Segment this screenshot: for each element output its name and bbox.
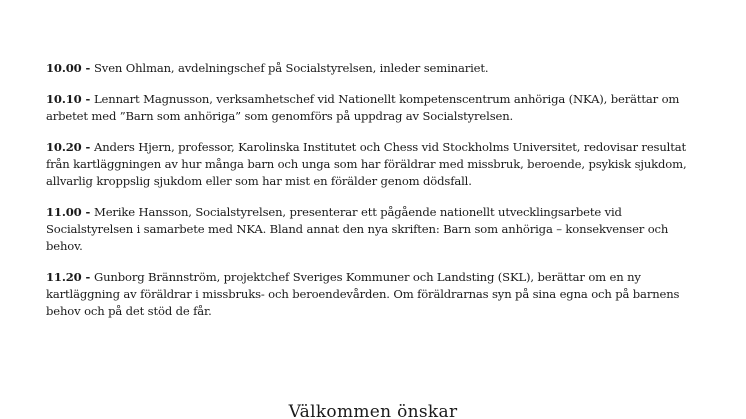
agenda-text: Lennart Magnusson, verksamhetschef vid Nationellt kompetenscentrum anhöriga (NKA), berättar om arbetet med ”Barn som anhöriga” som genomförs på uppdrag av Socialstyrelsen. xyxy=(46,92,680,123)
agenda-time: 10.10 xyxy=(46,92,82,106)
agenda-separator: - xyxy=(81,61,94,75)
agenda-item xyxy=(46,139,706,190)
agenda-separator: - xyxy=(81,205,94,219)
agenda-separator: - xyxy=(81,270,94,284)
agenda-text: Merike Hansson, Socialstyrelsen, presenterar ett pågående nationellt utvecklingsarbete vid Socialstyrelsen i samarbete med NKA. Bland annat den nya skriften: Barn som anhöriga – konsekvenser och behov. xyxy=(46,205,669,253)
agenda-time: 10.00 xyxy=(46,61,82,75)
agenda-separator: - xyxy=(81,92,94,106)
agenda-separator: - xyxy=(81,140,94,154)
agenda-item xyxy=(46,60,706,77)
agenda-time: 11.00 xyxy=(46,205,82,219)
agenda-item xyxy=(46,91,706,125)
seminar-agenda xyxy=(46,60,706,334)
agenda-item xyxy=(46,204,706,255)
agenda-time: 11.20 xyxy=(46,270,82,284)
agenda-text: Anders Hjern, professor, Karolinska Institutet och Chess vid Stockholms Universitet, redovisar resultat från kartläggningen av hur många barn och unga som har föräldrar med missbruk, beroende, psykisk sjukdom, allvarlig kroppslig sjukdom eller som har mist en förälder genom dödsfall. xyxy=(46,140,687,188)
agenda-time: 10.20 xyxy=(46,140,82,154)
agenda-text: Gunborg Brännström, projektchef Sveriges Kommuner och Landsting (SKL), berättar om en ny kartläggning av föräldrar i missbruks- och beroendevården. Om föräldrarnas syn på sina egna och på barnens behov och på det stöd de får. xyxy=(46,270,680,318)
agenda-text: Sven Ohlman, avdelningschef på Socialstyrelsen, inleder seminariet. xyxy=(94,61,489,75)
closing-greeting: Välkommen önskar xyxy=(288,402,458,419)
agenda-item xyxy=(46,269,706,320)
